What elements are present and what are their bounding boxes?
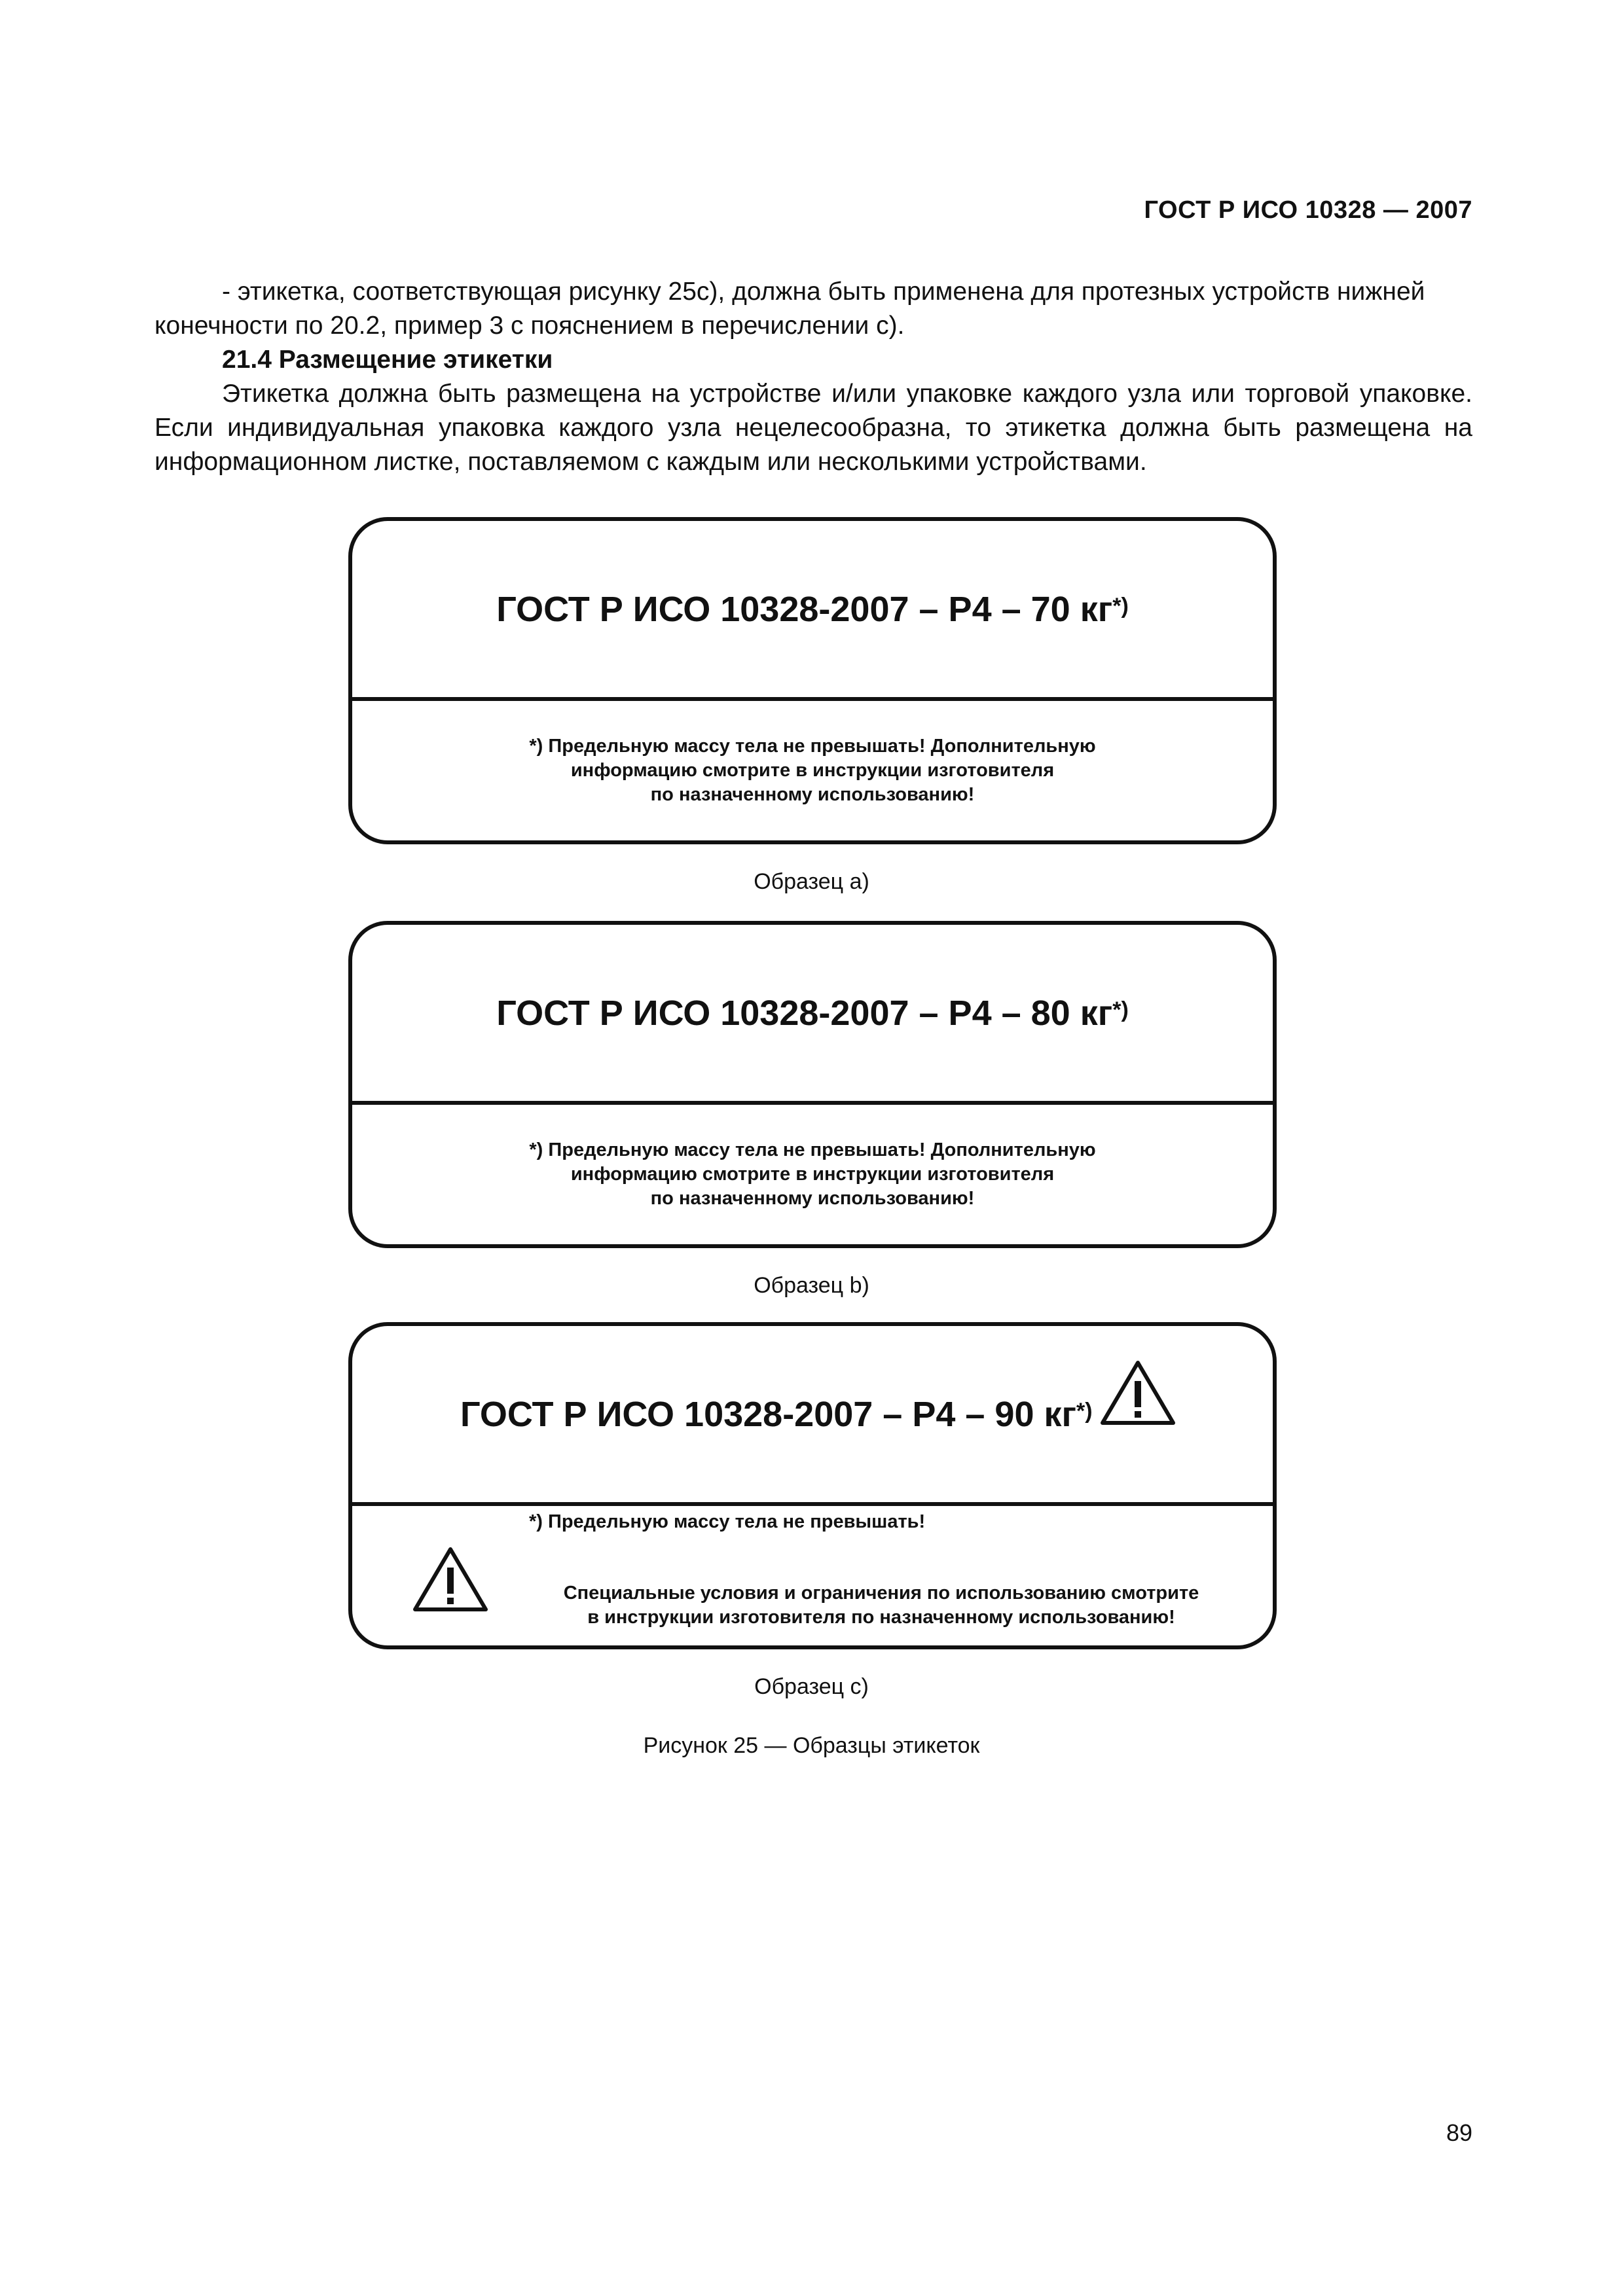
label-b-note-line-3: по назначенному использованию! — [650, 1188, 975, 1209]
label-b-title-area — [352, 925, 1273, 1105]
page-header: ГОСТ Р ИСО 10328 — 2007 — [1144, 196, 1472, 224]
body-text — [155, 275, 1472, 479]
warning-triangle-icon — [411, 1545, 490, 1613]
page-number: 89 — [1446, 2119, 1472, 2146]
label-c-note-block — [529, 1581, 1233, 1630]
label-a-caption: Образец а) — [754, 869, 869, 894]
label-c-note — [352, 1506, 1273, 1645]
label-a-superscript: *) — [1112, 594, 1129, 619]
label-b-note-line-1: *) Предельную массу тела не превышать! Дополнительную — [529, 1139, 1096, 1160]
label-c-note-line-2: Специальные условия и ограничения по использованию смотрите — [563, 1583, 1199, 1604]
label-a-title-area — [352, 521, 1273, 701]
label-a-note-line-3: по назначенному использованию! — [650, 784, 975, 805]
label-b-superscript: *) — [1112, 997, 1129, 1022]
label-b-title: ГОСТ Р ИСО 10328-2007 – P4 – 80 кг — [496, 993, 1113, 1033]
label-b-caption: Образец b) — [754, 1273, 869, 1298]
label-c-title: ГОСТ Р ИСО 10328-2007 – P4 – 90 кг — [460, 1394, 1077, 1434]
label-c-caption: Образец c) — [754, 1674, 869, 1699]
paragraph-2: Этикетка должна быть размещена на устройстве и/или упаковке каждого узла или торговой упаковке. Если индивидуальная упаковка каждого узла нецелесообразна, то этикетка должна быть размещена на информационном листке, поставляемом с каждым или несколькими устройствами. — [155, 380, 1472, 476]
label-sample-b — [348, 921, 1277, 1248]
label-c-title-area — [352, 1326, 1273, 1506]
label-sample-a — [348, 517, 1277, 844]
label-a-note-line-1: *) Предельную массу тела не превышать! Дополнительную — [529, 736, 1096, 757]
paragraph-1-line-2: конечности по 20.2, пример 3 с пояснением в перечислении с). — [155, 312, 905, 340]
paragraph-1-line-1: - этикетка, соответствующая рисунку 25с), должна быть применена для протезных устройств нижней — [222, 278, 1425, 306]
label-c-note-line-3: в инструкции изготовителя по назначенному использованию! — [587, 1607, 1175, 1628]
label-a-title: ГОСТ Р ИСО 10328-2007 – P4 – 70 кг — [496, 589, 1113, 629]
label-b-note — [352, 1105, 1273, 1244]
label-b-note-line-2: информацию смотрите в инструкции изготовителя — [570, 1164, 1055, 1185]
label-sample-c — [348, 1322, 1277, 1649]
warning-triangle-icon — [1099, 1359, 1177, 1427]
label-c-note-line-1: *) Предельную массу тела не превышать! — [529, 1511, 926, 1532]
label-a-note-line-2: информацию смотрите в инструкции изготовителя — [570, 760, 1055, 781]
section-heading: 21.4 Размещение этикетки — [222, 346, 553, 374]
figure-caption: Рисунок 25 — Образцы этикеток — [643, 1733, 980, 1758]
label-c-superscript: *) — [1076, 1399, 1093, 1424]
label-a-note — [352, 701, 1273, 840]
